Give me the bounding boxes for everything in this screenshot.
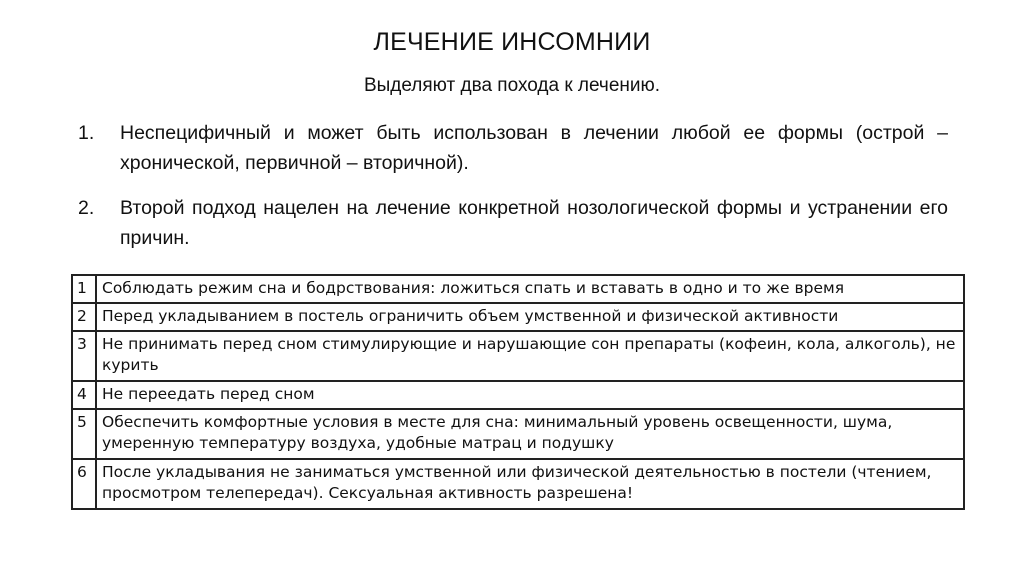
sleep-hygiene-table: [71, 274, 965, 510]
rule-number: 4: [72, 381, 96, 409]
slide-subtitle: Выделяют два похода к лечению.: [363, 75, 661, 96]
rule-number: 2: [72, 303, 96, 331]
approach-text: Неспецифичный и может быть использован в лечении любой ее формы (острой – хронической, первичной – вторичной).: [120, 122, 948, 174]
table-row: [72, 331, 964, 381]
approach-item-2: [78, 193, 948, 253]
table-row: [72, 409, 964, 459]
rule-text: Не переедать перед сном: [96, 381, 964, 409]
table-row: [72, 275, 964, 303]
rule-text: Соблюдать режим сна и бодрствования: ложиться спать и вставать в одно и то же время: [96, 275, 964, 303]
rule-number: 1: [72, 275, 96, 303]
approach-text: Второй подход нацелен на лечение конкретной нозологической формы и устранении его причин.: [120, 197, 948, 249]
approach-item-1: [78, 118, 948, 178]
table-row: [72, 381, 964, 409]
table-row: [72, 459, 964, 509]
rule-number: 3: [72, 331, 96, 381]
approach-number: 1.: [78, 122, 95, 144]
approach-number: 2.: [78, 197, 95, 219]
rule-text: Перед укладыванием в постель ограничить объем умственной и физической активности: [96, 303, 964, 331]
table-row: [72, 303, 964, 331]
rule-number: 6: [72, 459, 96, 509]
rule-text: После укладывания не заниматься умственной или физической деятельностью в постели (чтением, просмотром телепередач). Сексуальная активность разрешена!: [96, 459, 964, 509]
rule-text: Не принимать перед сном стимулирующие и нарушающие сон препараты (кофеин, кола, алкоголь), не курить: [96, 331, 964, 381]
rule-text: Обеспечить комфортные условия в месте для сна: минимальный уровень освещенности, шума, умеренную температуру воздуха, удобные матрац и подушку: [96, 409, 964, 459]
slide-title: ЛЕЧЕНИЕ ИНСОМНИИ: [373, 28, 651, 56]
rule-number: 5: [72, 409, 96, 459]
